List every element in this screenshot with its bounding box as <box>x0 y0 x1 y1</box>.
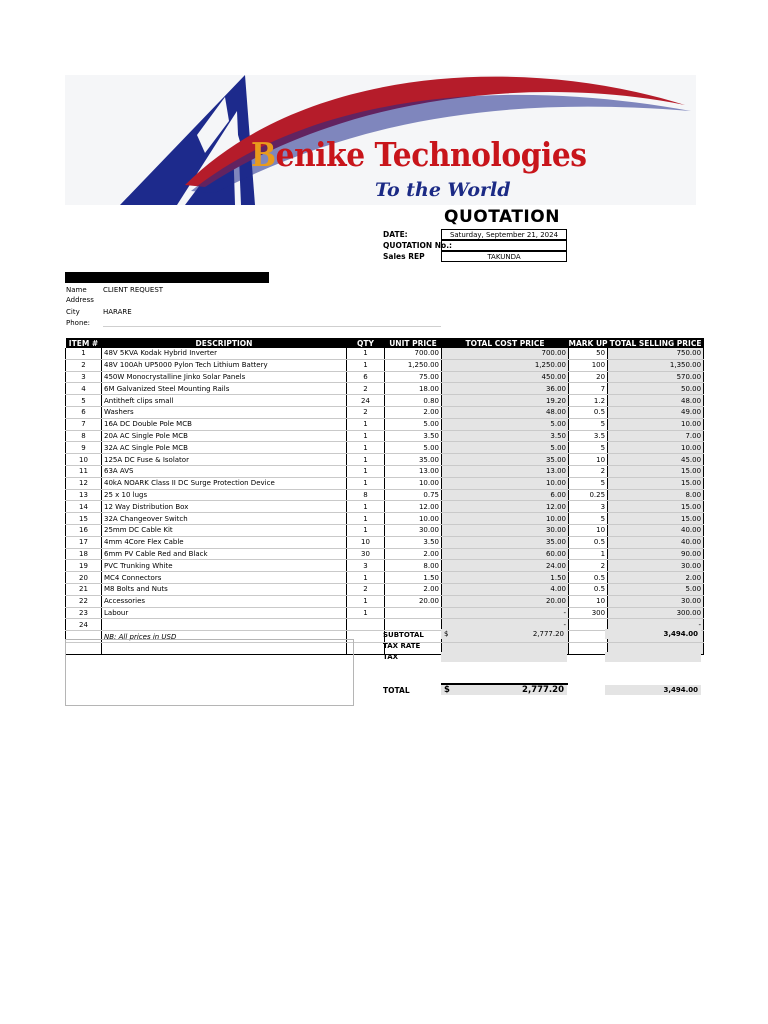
quotation-items-table <box>65 338 704 655</box>
item-number-cell[interactable]: 10 <box>66 454 102 466</box>
total-selling-cell[interactable]: 49.00 <box>608 406 704 418</box>
description-cell[interactable]: 25 x 10 lugs <box>102 489 347 501</box>
total-selling-cell[interactable]: 15.00 <box>608 465 704 477</box>
total-selling-cell[interactable]: 2.00 <box>608 572 704 584</box>
table-row <box>66 395 704 407</box>
tax-selling-cell <box>605 652 701 662</box>
markup-cell[interactable]: 5 <box>569 513 608 525</box>
column-header-item: ITEM # <box>66 338 102 348</box>
total-cost-cell <box>441 685 567 695</box>
total-selling-cell[interactable]: 50.00 <box>608 383 704 395</box>
table-row <box>66 560 704 572</box>
unit-price-cell[interactable] <box>385 607 442 619</box>
table-row <box>66 583 704 595</box>
table-row <box>66 430 704 442</box>
table-row <box>66 465 704 477</box>
qty-cell[interactable] <box>347 619 385 631</box>
total-selling-cell[interactable]: 30.00 <box>608 595 704 607</box>
qty-cell[interactable]: 1 <box>347 359 385 371</box>
total-cost-cell[interactable]: 30.00 <box>442 524 569 536</box>
quotation-number-field[interactable] <box>441 240 567 251</box>
markup-cell[interactable]: 0.5 <box>569 572 608 584</box>
description-cell[interactable]: Accessories <box>102 595 347 607</box>
markup-cell[interactable]: 1 <box>569 548 608 560</box>
description-cell[interactable]: 48V 100Ah UP5000 Pylon Tech Lithium Battery <box>102 359 347 371</box>
table-row <box>66 513 704 525</box>
qty-cell[interactable]: 24 <box>347 395 385 407</box>
total-selling-cell[interactable]: 7.00 <box>608 430 704 442</box>
logo-tagline: To the World <box>375 179 511 201</box>
table-row <box>66 406 704 418</box>
total-cost-cell[interactable]: 3.50 <box>442 430 569 442</box>
client-name-value[interactable]: CLIENT REQUEST <box>103 286 164 294</box>
description-cell[interactable]: PVC Trunking White <box>102 560 347 572</box>
table-row <box>66 607 704 619</box>
item-number-cell[interactable]: 14 <box>66 501 102 513</box>
description-cell[interactable]: 63A AVS <box>102 465 347 477</box>
item-number-cell[interactable]: 5 <box>66 395 102 407</box>
unit-price-cell[interactable]: 12.00 <box>385 501 442 513</box>
total-selling-cell[interactable]: 15.00 <box>608 501 704 513</box>
total-selling-cell[interactable]: 10.00 <box>608 418 704 430</box>
qty-cell[interactable]: 1 <box>347 501 385 513</box>
total-cost-value: 2,777.20 <box>522 685 564 695</box>
description-cell[interactable]: 450W Monocrystalline Jinko Solar Panels <box>102 371 347 383</box>
item-number-cell[interactable]: 15 <box>66 513 102 525</box>
description-cell[interactable]: 12 Way Distribution Box <box>102 501 347 513</box>
markup-cell[interactable]: 300 <box>569 607 608 619</box>
unit-price-cell[interactable]: 35.00 <box>385 454 442 466</box>
item-number-cell[interactable]: 22 <box>66 595 102 607</box>
table-row <box>66 442 704 454</box>
qty-cell[interactable]: 1 <box>347 465 385 477</box>
total-selling-cell[interactable]: 8.00 <box>608 489 704 501</box>
total-selling-cell[interactable]: 15.00 <box>608 513 704 525</box>
total-selling-cell[interactable]: 45.00 <box>608 454 704 466</box>
qty-cell[interactable]: 1 <box>347 348 385 359</box>
unit-price-cell[interactable]: 1.50 <box>385 572 442 584</box>
table-row <box>66 595 704 607</box>
subtotal-label: SUBTOTAL <box>383 631 424 639</box>
client-phone-label: Phone: <box>66 319 91 327</box>
date-field[interactable]: Saturday, September 21, 2024 <box>441 229 567 240</box>
description-cell[interactable]: 6mm PV Cable Red and Black <box>102 548 347 560</box>
subtotal-selling-value: 3,494.00 <box>605 629 701 639</box>
item-number-cell[interactable]: 3 <box>66 371 102 383</box>
unit-price-cell[interactable]: 2.00 <box>385 583 442 595</box>
total-cost-cell[interactable]: 1,250.00 <box>442 359 569 371</box>
unit-price-cell[interactable]: 1,250.00 <box>385 359 442 371</box>
item-number-cell[interactable]: 1 <box>66 348 102 359</box>
markup-cell[interactable]: 10 <box>569 454 608 466</box>
document-title: QUOTATION <box>444 207 560 227</box>
description-cell[interactable]: 25mm DC Cable Kit <box>102 524 347 536</box>
qty-cell[interactable]: 1 <box>347 430 385 442</box>
total-selling-cell[interactable]: - <box>608 619 704 631</box>
date-label: DATE: <box>383 230 408 239</box>
unit-price-cell[interactable]: 0.75 <box>385 489 442 501</box>
total-cost-cell[interactable]: 1.50 <box>442 572 569 584</box>
total-cost-cell[interactable]: 19.20 <box>442 395 569 407</box>
qty-cell[interactable]: 1 <box>347 595 385 607</box>
total-selling-cell[interactable]: 15.00 <box>608 477 704 489</box>
qty-cell[interactable]: 30 <box>347 548 385 560</box>
markup-cell[interactable]: 0.25 <box>569 489 608 501</box>
table-header-row <box>66 338 704 348</box>
markup-cell[interactable]: 50 <box>569 348 608 359</box>
description-cell[interactable]: 16A DC Double Pole MCB <box>102 418 347 430</box>
subtotal-cost-value: 2,777.20 <box>532 630 564 638</box>
total-selling-cell[interactable]: 300.00 <box>608 607 704 619</box>
item-number-cell[interactable]: 24 <box>66 619 102 631</box>
unit-price-cell[interactable]: 2.00 <box>385 548 442 560</box>
item-number-cell[interactable]: 4 <box>66 383 102 395</box>
qty-cell[interactable]: 2 <box>347 406 385 418</box>
qty-cell[interactable]: 1 <box>347 513 385 525</box>
markup-cell[interactable]: 2 <box>569 465 608 477</box>
client-address-label: Address <box>66 296 94 304</box>
item-number-cell[interactable]: 19 <box>66 560 102 572</box>
markup-cell[interactable]: 0.5 <box>569 406 608 418</box>
item-number-cell[interactable]: 20 <box>66 572 102 584</box>
unit-price-cell[interactable]: 10.00 <box>385 513 442 525</box>
qty-cell[interactable]: 2 <box>347 583 385 595</box>
total-selling-cell[interactable]: 570.00 <box>608 371 704 383</box>
table-row <box>66 572 704 584</box>
total-currency: $ <box>444 685 450 695</box>
table-row <box>66 454 704 466</box>
client-city-label: City <box>66 308 80 316</box>
tax-label: TAX <box>383 653 399 661</box>
qty-cell[interactable]: 1 <box>347 607 385 619</box>
table-row <box>66 348 704 359</box>
company-logo <box>65 75 696 205</box>
table-row <box>66 477 704 489</box>
total-cost-cell[interactable]: 5.00 <box>442 442 569 454</box>
markup-cell[interactable]: 5 <box>569 442 608 454</box>
total-cost-cell[interactable]: 48.00 <box>442 406 569 418</box>
description-cell[interactable]: 6M Galvanized Steel Mounting Rails <box>102 383 347 395</box>
markup-cell[interactable]: 10 <box>569 524 608 536</box>
total-cost-cell[interactable]: 13.00 <box>442 465 569 477</box>
total-selling-cell[interactable]: 40.00 <box>608 524 704 536</box>
total-cost-cell[interactable]: 4.00 <box>442 583 569 595</box>
sales-rep-field[interactable]: TAKUNDA <box>441 251 567 262</box>
tax-rate-label: TAX RATE <box>383 642 421 650</box>
qty-cell[interactable]: 1 <box>347 454 385 466</box>
markup-cell[interactable]: 5 <box>569 477 608 489</box>
markup-cell[interactable]: 100 <box>569 359 608 371</box>
item-number-cell[interactable]: 21 <box>66 583 102 595</box>
description-cell[interactable]: 40kA NOARK Class II DC Surge Protection Device <box>102 477 347 489</box>
item-number-cell[interactable]: 16 <box>66 524 102 536</box>
description-cell[interactable]: 4mm 4Core Flex Cable <box>102 536 347 548</box>
description-cell[interactable]: MC4 Connectors <box>102 572 347 584</box>
qty-cell[interactable]: 1 <box>347 477 385 489</box>
table-row <box>66 524 704 536</box>
total-selling-cell[interactable]: 1,350.00 <box>608 359 704 371</box>
description-cell[interactable] <box>102 619 347 631</box>
markup-cell[interactable] <box>569 642 608 654</box>
total-cost-cell[interactable]: 60.00 <box>442 548 569 560</box>
total-cost-cell[interactable]: - <box>442 607 569 619</box>
total-selling-cell[interactable]: 750.00 <box>608 348 704 359</box>
qty-cell[interactable]: 2 <box>347 383 385 395</box>
table-row <box>66 536 704 548</box>
markup-cell[interactable]: 20 <box>569 371 608 383</box>
column-header-description: DESCRIPTION <box>102 338 347 348</box>
unit-price-cell[interactable]: 3.50 <box>385 536 442 548</box>
total-cost-cell[interactable]: 10.00 <box>442 477 569 489</box>
total-selling-cell[interactable]: 10.00 <box>608 442 704 454</box>
total-cost-cell[interactable]: 35.00 <box>442 454 569 466</box>
total-cost-cell[interactable]: 10.00 <box>442 513 569 525</box>
total-selling-value: 3,494.00 <box>605 685 701 695</box>
total-selling-cell[interactable]: 48.00 <box>608 395 704 407</box>
qty-cell[interactable]: 1 <box>347 442 385 454</box>
total-cost-cell[interactable]: 35.00 <box>442 536 569 548</box>
total-cost-cell[interactable]: 24.00 <box>442 560 569 572</box>
column-header-markup: MARK UP <box>568 338 608 348</box>
markup-cell[interactable] <box>569 619 608 631</box>
description-cell[interactable]: Antitheft clips small <box>102 395 347 407</box>
description-cell[interactable]: 48V 5KVA Kodak Hybrid Inverter <box>102 348 347 359</box>
table-row <box>66 418 704 430</box>
client-name-label: Name <box>66 286 87 294</box>
unit-price-cell[interactable]: 5.00 <box>385 418 442 430</box>
qty-cell[interactable]: 3 <box>347 560 385 572</box>
total-cost-cell[interactable]: 6.00 <box>442 489 569 501</box>
notes-box[interactable] <box>65 639 354 706</box>
description-cell[interactable]: 20A AC Single Pole MCB <box>102 430 347 442</box>
quotation-number-label: QUOTATION No.: <box>383 241 453 250</box>
unit-price-cell[interactable]: 5.00 <box>385 442 442 454</box>
total-cost-cell[interactable]: 5.00 <box>442 418 569 430</box>
description-cell[interactable]: 32A Changeover Switch <box>102 513 347 525</box>
markup-cell[interactable]: 0.5 <box>569 583 608 595</box>
markup-cell[interactable]: 3 <box>569 501 608 513</box>
description-cell[interactable]: 32A AC Single Pole MCB <box>102 442 347 454</box>
total-label: TOTAL <box>383 686 410 695</box>
client-city-value[interactable]: HARARE <box>103 308 132 316</box>
total-selling-cell[interactable]: 40.00 <box>608 536 704 548</box>
markup-cell[interactable]: 2 <box>569 560 608 572</box>
markup-cell[interactable]: 7 <box>569 383 608 395</box>
description-cell[interactable]: NB: All prices in USD <box>102 631 347 643</box>
client-divider <box>103 326 441 327</box>
unit-price-cell[interactable]: 18.00 <box>385 383 442 395</box>
total-cost-cell[interactable]: - <box>442 619 569 631</box>
item-number-cell[interactable]: 23 <box>66 607 102 619</box>
qty-cell[interactable]: 1 <box>347 572 385 584</box>
item-number-cell[interactable]: 13 <box>66 489 102 501</box>
unit-price-cell[interactable]: 13.00 <box>385 465 442 477</box>
client-header-bar <box>65 272 269 283</box>
unit-price-cell[interactable]: 10.00 <box>385 477 442 489</box>
qty-cell[interactable]: 8 <box>347 489 385 501</box>
subtotal-currency: $ <box>444 630 449 638</box>
column-header-total-cost: TOTAL COST PRICE <box>442 338 569 348</box>
qty-cell[interactable]: 10 <box>347 536 385 548</box>
total-selling-cell[interactable]: 5.00 <box>608 583 704 595</box>
markup-cell[interactable] <box>569 631 608 643</box>
total-cost-cell[interactable]: 20.00 <box>442 595 569 607</box>
item-number-cell[interactable]: 18 <box>66 548 102 560</box>
column-header-total-selling: TOTAL SELLING PRICE <box>608 338 704 348</box>
description-cell[interactable]: Labour <box>102 607 347 619</box>
qty-cell[interactable]: 6 <box>347 371 385 383</box>
item-number-cell[interactable]: 9 <box>66 442 102 454</box>
qty-cell[interactable]: 1 <box>347 418 385 430</box>
markup-cell[interactable]: 10 <box>569 595 608 607</box>
description-cell[interactable]: 125A DC Fuse & Isolator <box>102 454 347 466</box>
item-number-cell[interactable]: 17 <box>66 536 102 548</box>
unit-price-cell[interactable]: 30.00 <box>385 524 442 536</box>
unit-price-cell[interactable]: 20.00 <box>385 595 442 607</box>
markup-cell[interactable]: 0.5 <box>569 536 608 548</box>
unit-price-cell[interactable] <box>385 619 442 631</box>
item-number-cell[interactable]: 8 <box>66 430 102 442</box>
total-selling-cell[interactable]: 90.00 <box>608 548 704 560</box>
total-cost-cell[interactable]: 450.00 <box>442 371 569 383</box>
tax-cost-cell <box>441 652 567 662</box>
sales-rep-label: Sales REP <box>383 252 425 261</box>
item-number-cell[interactable]: 11 <box>66 465 102 477</box>
column-header-unit-price: UNIT PRICE <box>385 338 442 348</box>
item-number-cell[interactable]: 12 <box>66 477 102 489</box>
table-row <box>66 501 704 513</box>
unit-price-cell[interactable]: 8.00 <box>385 560 442 572</box>
qty-cell[interactable]: 1 <box>347 524 385 536</box>
total-cost-cell[interactable]: 700.00 <box>442 348 569 359</box>
total-cost-cell[interactable]: 12.00 <box>442 501 569 513</box>
total-selling-cell[interactable]: 30.00 <box>608 560 704 572</box>
markup-cell[interactable]: 3.5 <box>569 430 608 442</box>
table-row <box>66 371 704 383</box>
item-number-cell[interactable]: 6 <box>66 406 102 418</box>
description-cell[interactable]: Washers <box>102 406 347 418</box>
unit-price-cell[interactable]: 2.00 <box>385 406 442 418</box>
table-row <box>66 548 704 560</box>
markup-cell[interactable]: 5 <box>569 418 608 430</box>
markup-cell[interactable]: 1.2 <box>569 395 608 407</box>
description-cell[interactable]: M8 Bolts and Nuts <box>102 583 347 595</box>
column-header-qty: QTY <box>347 338 385 348</box>
item-number-cell[interactable]: 7 <box>66 418 102 430</box>
unit-price-cell[interactable]: 0.80 <box>385 395 442 407</box>
unit-price-cell[interactable]: 700.00 <box>385 348 442 359</box>
table-row <box>66 489 704 501</box>
subtotal-cost-cell <box>441 629 567 639</box>
item-number-cell[interactable]: 2 <box>66 359 102 371</box>
total-cost-cell[interactable]: 36.00 <box>442 383 569 395</box>
table-row <box>66 383 704 395</box>
unit-price-cell[interactable]: 75.00 <box>385 371 442 383</box>
logo-company-name: Benike Technologies <box>251 135 587 174</box>
unit-price-cell[interactable]: 3.50 <box>385 430 442 442</box>
table-row <box>66 359 704 371</box>
